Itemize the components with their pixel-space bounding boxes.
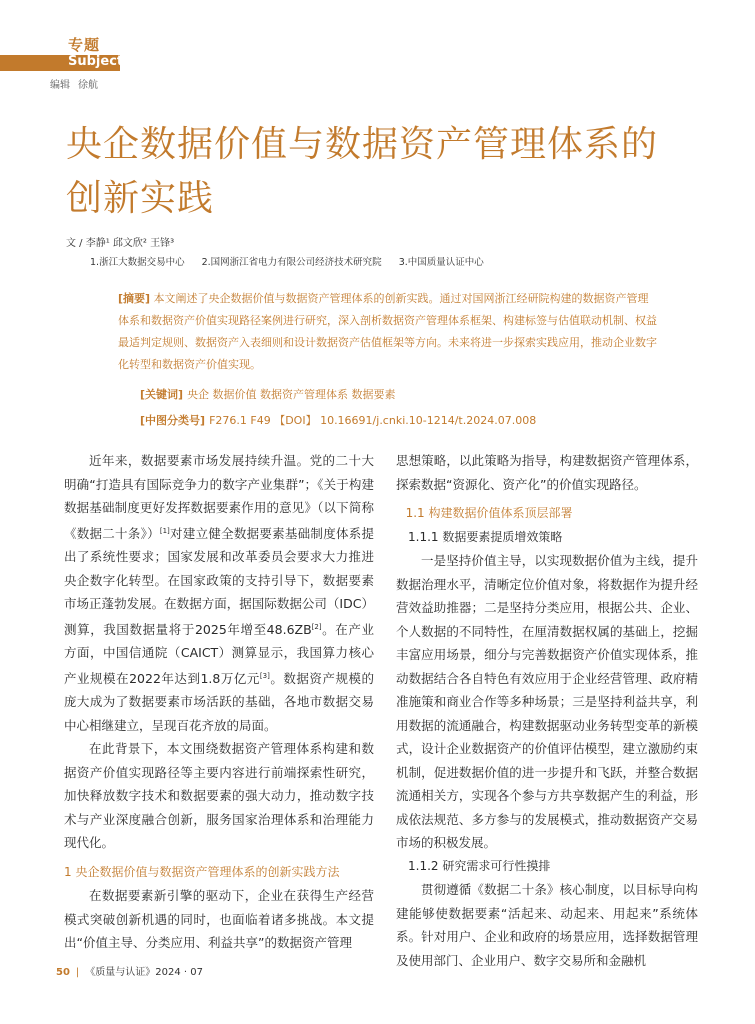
subsection-heading: 1.1 构建数据价值体系顶层部署	[405, 506, 573, 520]
abstract-heading: [摘要]	[118, 292, 151, 305]
footer-divider: |	[75, 967, 80, 978]
title-line-2: 创新实践	[66, 178, 215, 219]
affiliation-2: 2.国网浙江省电力有限公司经济技术研究院	[201, 257, 382, 268]
journal-name: 《质量与认证》2024 · 07	[85, 967, 204, 978]
citation-ref: [1]	[159, 526, 170, 535]
citation-ref: [2]	[311, 622, 322, 631]
page-number: 50	[56, 967, 70, 978]
affiliation-1: 1.浙江大数据交易中心	[90, 257, 185, 268]
page-footer	[56, 963, 203, 978]
paragraph: 近年来，数据要素市场发展持续升温。党的二十大明确“打造具有国际竞争力的数字产业集群”；《关于构建数据基础制度更好发挥数据要素作用的意见》（以下简称《数据二十条》）[1]对建立健全数据要素基础制度体系提出了系统性要求；国家发展和改革委员会要求大力推进央企数字化转型。在国家政策的支持引导下，数据要素市场正蓬勃发展。在数据方面，据国际数据公司（IDC）测算，我国数据量将于2025年增至48.6ZB[2]。在产业方面，中国信通院（CAICT）测算显示，我国算力核心产业规模在2022年达到1.8万亿元[3]。数据资产规模的庞大成为了数据要素市场活跃的基础，各地市数据交易中心相继建立，呈现百花齐放的局面。	[64, 453, 374, 733]
classification-body: F276.1 F49 【DOI】 10.16691/j.cnki.10-1214/t.2024.07.008	[209, 414, 537, 427]
article-title	[66, 118, 686, 226]
paragraph: 在数据要素新引擎的驱动下，企业在获得生产经营模式突破创新机遇的同时，也面临着诸多挑战。本文提出“价值主导、分类应用、利益共享”的数据资产管理	[64, 888, 374, 951]
editor-name: 徐航	[78, 80, 98, 91]
paragraph: 贯彻遵循《数据二十条》核心制度，以目标导向构建能够使数据要素“活起来、动起来、用起来”系统体系。针对用户、企业和政府的场景应用，选择数据管理及使用部门、企业用户、数字交易所和金融机	[396, 882, 698, 968]
paragraph: 一是坚持价值主导，以实现数据价值为主线，提升数据治理水平，清晰定位价值对象，将数据作为提升经营效益助推器；二是坚持分类应用，根据公共、企业、个人数据的不同特性，在厘清数据权属的基础上，挖掘丰富应用场景，细分与完善数据资产价值实现体系，推动数据结合各自特色有效应用于企业经营管理、政府精准施策和商业合作等多种场景；三是坚持利益共享，利用数据的流通融合，构建数据驱动业务转型变革的新模式，设计企业数据资产的价值评估模型，建立激励约束机制，促进数据价值的进一步提升和飞跃，并整合数据流通相关方，实现各个参与方共享数据产生的利益，形成依法规范、多方参与的发展模式，推动数据资产交易市场的积极发展。	[396, 553, 698, 850]
subsubsection-heading: 1.1.2 研究需求可行性摸排	[408, 858, 551, 873]
authors: 文 / 李静¹ 邱文欣² 王锋³	[66, 238, 175, 249]
affiliations	[90, 254, 498, 268]
keywords-body: 央企 数据价值 数据资产管理体系 数据要素	[187, 388, 396, 401]
paragraph: 思想策略，以此策略为指导，构建数据资产管理体系，探索数据“资源化、资产化”的价值实现路径。	[396, 453, 698, 492]
section-label-zh: 专题	[68, 36, 101, 54]
paragraph: 在此背景下，本文围绕数据资产管理体系构建和数据资产价值实现路径等主要内容进行前端探索性研究，加快释放数字技术和数据要素的强大动力，推动数字技术与产业深度融合创新，服务国家治理体系和治理能力现代化。	[64, 741, 374, 851]
keywords	[140, 386, 396, 402]
section-label-en: Subject	[68, 54, 124, 69]
editor-label: 编辑	[50, 80, 70, 91]
editor-line	[50, 76, 106, 91]
subsubsection-heading: 1.1.1 数据要素提质增效策略	[408, 529, 563, 544]
affiliation-3: 3.中国质量认证中心	[398, 257, 484, 268]
citation-ref: [3]	[259, 671, 270, 680]
classification	[140, 412, 536, 428]
abstract-body: 本文阐述了央企数据价值与数据资产管理体系的创新实践。通过对国网浙江经研院构建的数据资产管理体系和数据资产价值实现路径案例进行研究，深入剖析数据资产管理体系框架、构建标签与估值联动机制、权益最适判定规则、数据资产入表细则和设计数据资产估值框架等方向。未来将进一步探索实践应用，推动企业数字化转型和数据资产价值实现。	[118, 292, 657, 371]
section-heading: 1 央企数据价值与数据资产管理体系的创新实践方法	[64, 864, 340, 879]
classification-heading: [中图分类号]	[140, 414, 206, 427]
body-column-right	[396, 449, 698, 972]
keywords-heading: [关键词]	[140, 388, 184, 401]
title-line-1: 央企数据价值与数据资产管理体系的	[66, 124, 659, 165]
abstract	[118, 288, 658, 376]
body-column-left	[64, 449, 374, 955]
